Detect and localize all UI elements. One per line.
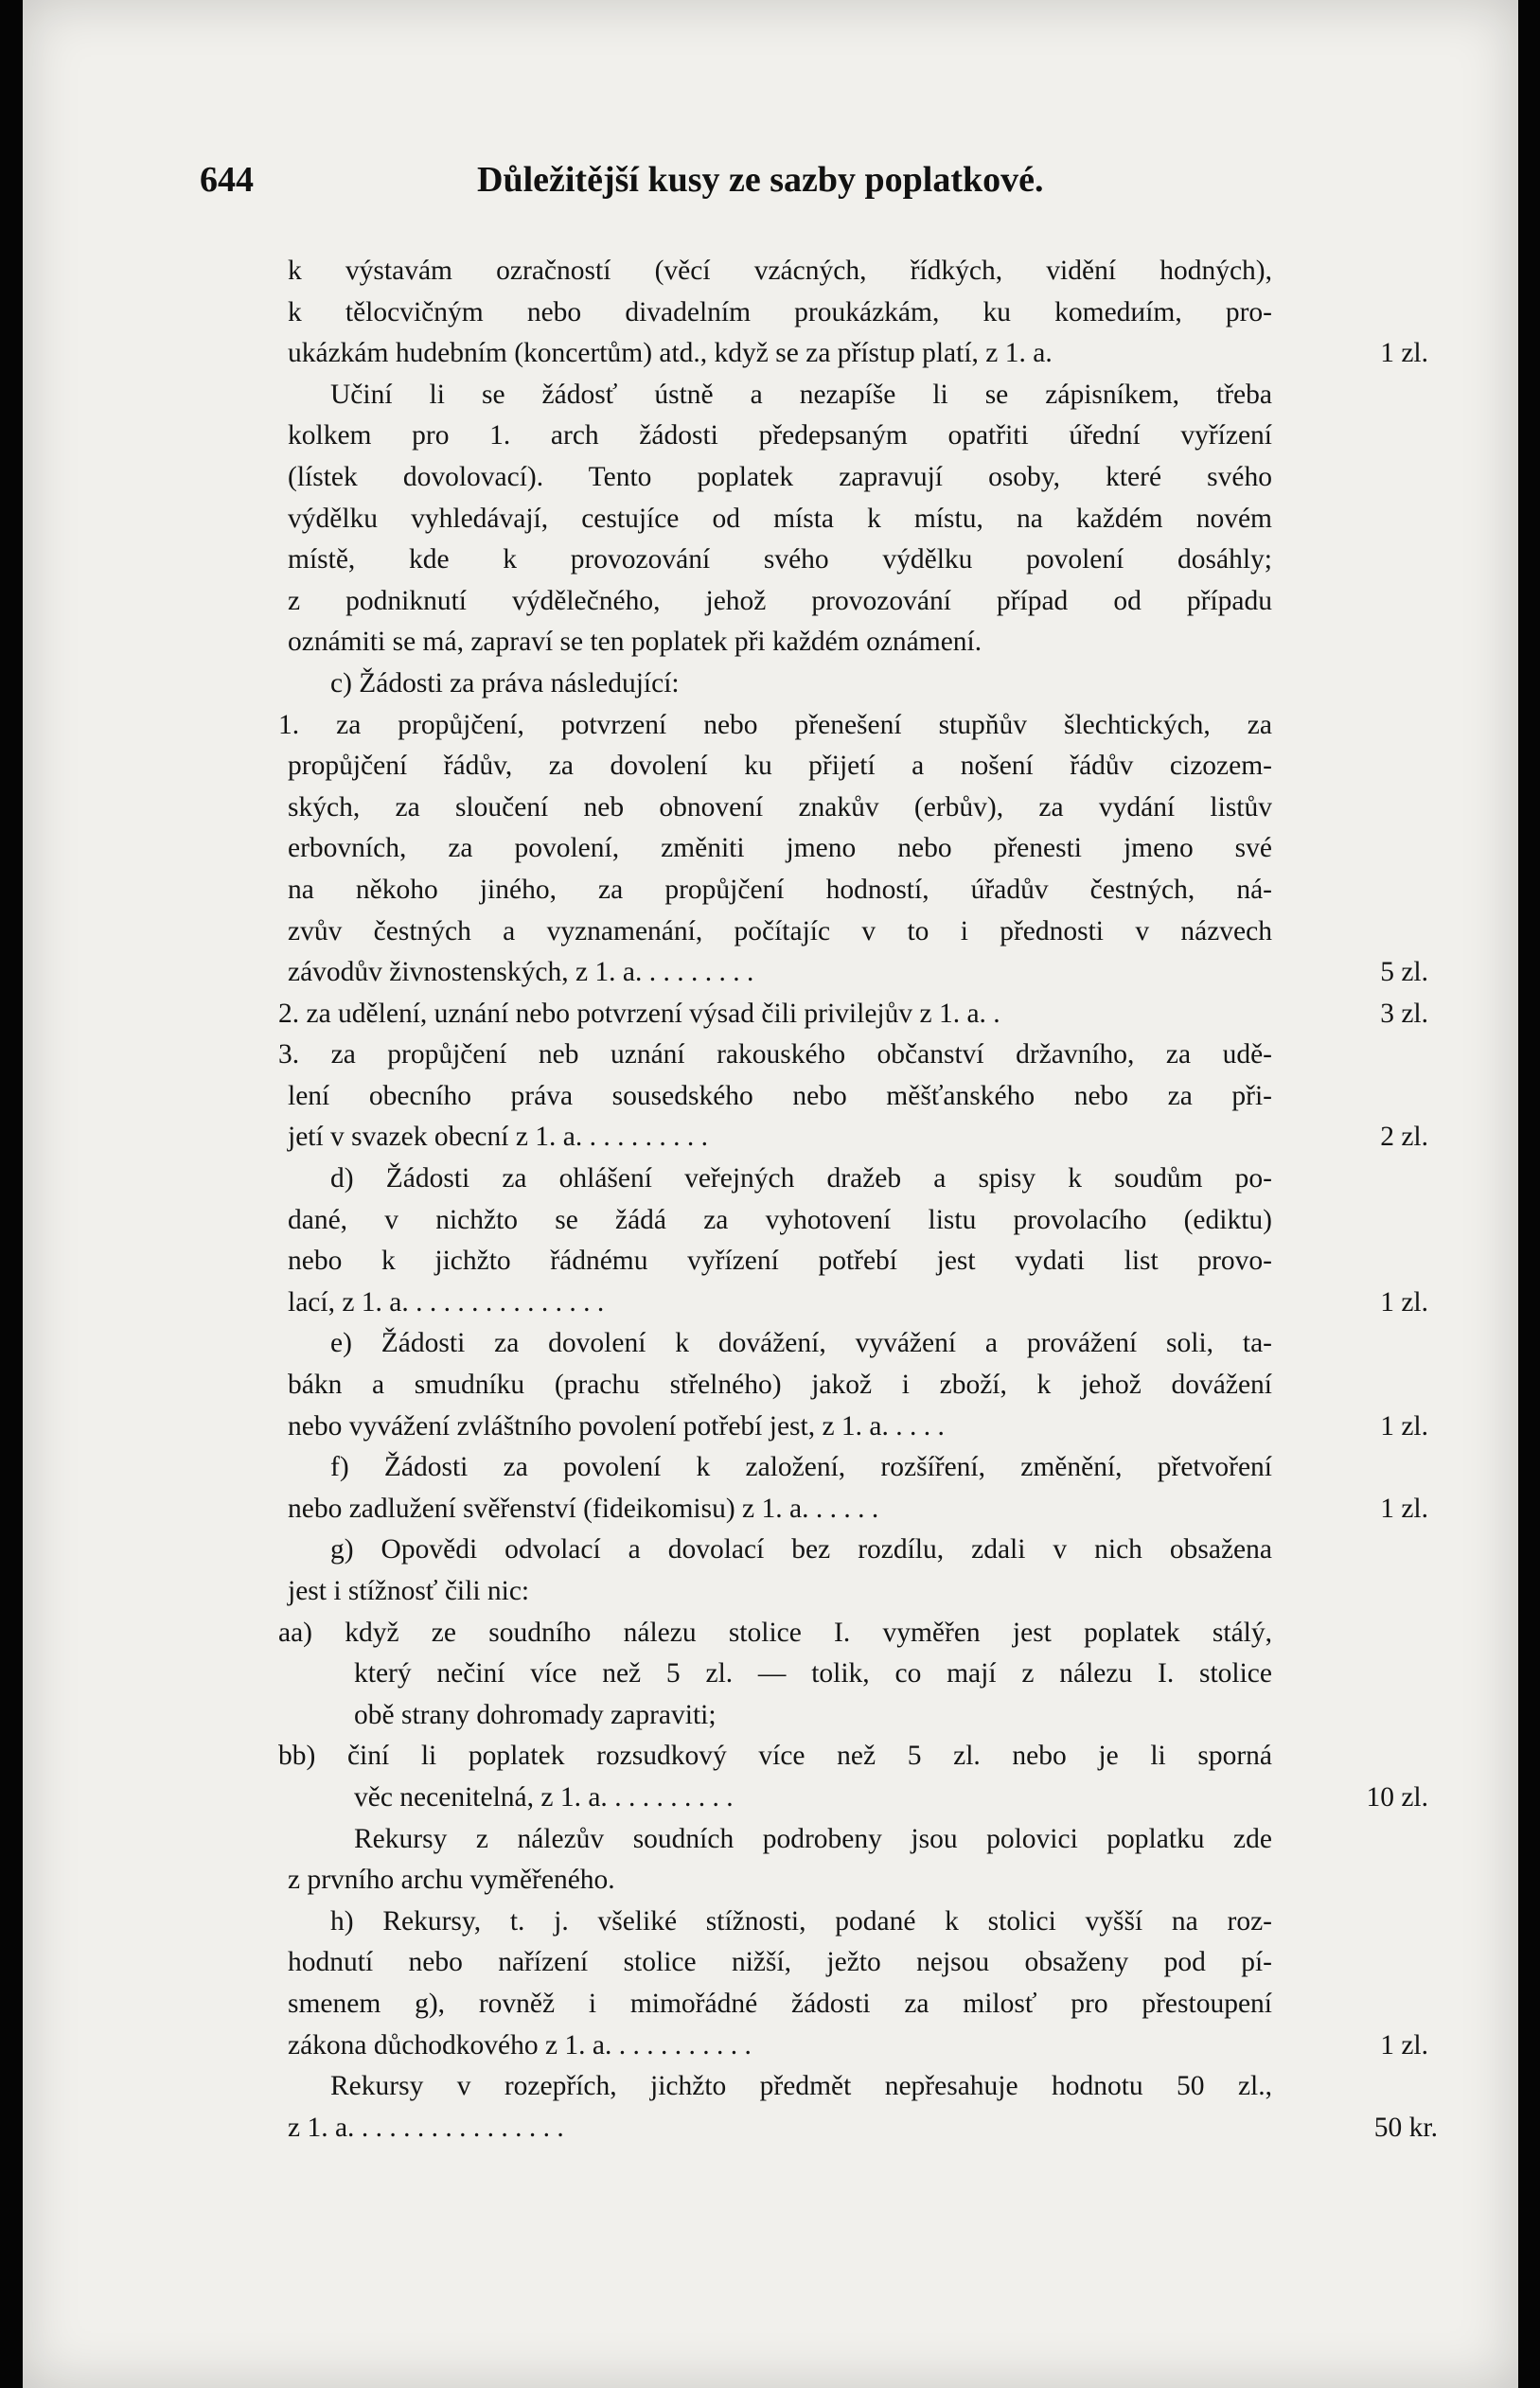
text-line: lení obecního práva sousedského nebo měšťanského nebo za při-	[288, 1080, 1272, 1111]
text-line: ukázkám hudebním (koncertům) atd., když se za přístup platí, z 1. a. 1 zl.	[288, 333, 1291, 375]
text-line: 1. za propůjčení, potvrzení nebo přenešení stupňův šlechtických, za	[278, 709, 1272, 740]
text-line: h) Rekursy, t. j. všeliké stížnosti, podané k stolici vyšší na roz-	[330, 1905, 1272, 1937]
text-line: na někoho jiného, za propůjčení hodností, úřadův čestných, ná-	[288, 874, 1272, 905]
text-line: erbovních, za povolení, změniti jmeno nebo přenesti jmeno své	[288, 833, 1272, 864]
text-line: který nečiní více než 5 zl. — tolik, co mají z nálezu I. stolice	[354, 1658, 1272, 1689]
text-line: hodnutí nebo nařízení stolice nižší, ježto nejsou obsaženy pod pí-	[288, 1947, 1272, 1978]
text-line: d) Žádosti za ohlášení veřejných dražeb a spisy k soudům po-	[330, 1163, 1272, 1194]
text-line: Učiní li se žádosť ústně a nezapíše li se zápisníkem, třeba	[330, 379, 1272, 410]
text-line: zvův čestných a vyznamenání, počítajíc v to i přednosti v názvech	[288, 915, 1272, 946]
text-line: z podniknutí výdělečného, jehož provozování případ od případu	[288, 585, 1272, 616]
leader-dots: . . . . . . . .	[648, 957, 754, 988]
body-text	[278, 251, 1438, 2149]
leader-dots: . . . . . . . . .	[614, 1781, 734, 1813]
text-line: 2. za udělení, uznání nebo potvrzení výsad čili privilejův z 1. a. . 3 zl.	[278, 994, 1291, 1035]
text-line: věc necenitelná, z 1. a. . . . . . . . . . 10 zl.	[288, 1778, 1291, 1819]
text-line: nebo zadlužení svěřenství (fideikomisu) z 1. a. . . . . . 1 zl.	[288, 1489, 1291, 1530]
text-line: ských, za sloučení neb obnovení znakův (erbův), za vydání listův	[288, 791, 1272, 823]
text-line: aa) když ze soudního nálezu stolice I. vyměřen jest poplatek stálý,	[278, 1617, 1272, 1648]
fee-amount: 10 zl.	[1366, 1781, 1428, 1813]
text-line: (lístek dovolovací). Tento poplatek zapravují osoby, které svého	[288, 461, 1272, 492]
text-line: 3. za propůjčení neb uznání rakouského občanství državního, za udě-	[278, 1039, 1272, 1070]
text-line: místě, kde k provozování svého výdělku povolení dosáhly;	[288, 544, 1272, 575]
text-line: kolkem pro 1. arch žádosti předepsaným opatřiti úřední vyřízení	[288, 420, 1272, 451]
text-line: lací, z 1. a. . . . . . . . . . . . . . . 1 zl.	[288, 1282, 1291, 1324]
fee-amount: 2 zl.	[1380, 1122, 1428, 1153]
text-line: g) Opovědi odvolací a dovolací bez rozdílu, zdali v nich obsažena	[330, 1534, 1272, 1565]
text-line: zákona důchodkového z 1. a. . . . . . . . . . . 1 zl.	[288, 2025, 1291, 2067]
text-line: smenem g), rovněž i mimořádné žádosti za milosť pro přestoupení	[288, 1988, 1272, 2019]
text-line: oznámiti se má, zapraví se ten poplatek při každém oznámení.	[288, 627, 982, 658]
running-title: Důležitější kusy ze sazby poplatkové.	[477, 160, 1044, 200]
text-line: bb) činí li poplatek rozsudkový více než 5 zl. nebo je li sporná	[278, 1741, 1272, 1772]
text-line: z 1. a. . . . . . . . . . . . . . . . 50 kr.	[288, 2108, 1291, 2149]
text-line: Rekursy z nálezův soudních podrobeny jsou polovici poplatku zde	[354, 1823, 1272, 1854]
fee-amount: 50 kr.	[1373, 2112, 1438, 2143]
text-line: závodův živnostenských, z 1. a. . . . . . . . . 5 zl.	[288, 952, 1291, 994]
leader-dots: . . . . .	[815, 1493, 879, 1524]
fee-amount: 1 zl.	[1380, 1493, 1428, 1524]
fee-amount: 1 zl.	[1380, 338, 1428, 369]
text-line: Rekursy v rozepřích, jichžto předmět nepřesahuje hodnotu 50 zl.,	[330, 2071, 1272, 2102]
leader-dots: . . . . . . . . . . . . . .	[416, 1286, 605, 1318]
text-line: výdělku vyhledávají, cestujíce od místa k místu, na každém novém	[288, 503, 1272, 534]
fee-amount: 5 zl.	[1380, 957, 1428, 988]
leader-dots: .	[993, 998, 1000, 1029]
fee-amount: 3 zl.	[1380, 998, 1428, 1029]
text-line: jetí v svazek obecní z 1. a. . . . . . . . . . 2 zl.	[288, 1117, 1291, 1159]
fee-amount: 1 zl.	[1380, 1286, 1428, 1318]
text-line: bákn a smudníku (prachu střelného) jakož i zboží, k jehož dovážení	[288, 1370, 1272, 1401]
fee-amount: 1 zl.	[1380, 2029, 1428, 2061]
leader-dots: . . . . . . . . . .	[618, 2029, 752, 2061]
text-line: nebo k jichžto řádnému vyřízení potřebí jest vydati list provo-	[288, 1246, 1272, 1277]
text-line: f) Žádosti za povolení k založení, rozšíření, změnění, přetvoření	[330, 1452, 1272, 1483]
text-line: e) Žádosti za dovolení k dovážení, vyvážení a provážení soli, ta-	[330, 1328, 1272, 1359]
page-number: 644	[200, 160, 254, 200]
text-line: nebo vyvážení zvláštního povolení potřebí jest, z 1. a. . . . . 1 zl.	[288, 1406, 1291, 1448]
fee-amount: 1 zl.	[1380, 1410, 1428, 1442]
text-line: k tělocvičným nebo divadelním proukázkám, ku komedиím, pro-	[288, 296, 1272, 327]
text-line: k výstavám ozračností (věcí vzácných, řídkých, vidění hodných),	[288, 256, 1272, 286]
text-line: propůjčení řádův, za dovolení ku přijetí a nošení řádův cizozem-	[288, 751, 1272, 782]
leader-dots: . . . .	[895, 1410, 945, 1442]
page-header	[23, 159, 1518, 206]
text-line: dané, v nichžto se žádá za vyhotovení listu provolacího (ediktu)	[288, 1204, 1272, 1235]
text-line: obě strany dohromady zapraviti;	[354, 1699, 717, 1730]
leader-dots: . . . . . . . . . . . . . . .	[361, 2112, 564, 2143]
text-line: jest i stížnosť čili nic:	[288, 1576, 530, 1606]
text-line: c) Žádosti za práva následující:	[330, 667, 680, 699]
leader-dots: . . . . . . . . .	[589, 1122, 709, 1153]
text-line: z prvního archu vyměřeného.	[288, 1865, 615, 1896]
book-page	[23, 0, 1518, 2388]
